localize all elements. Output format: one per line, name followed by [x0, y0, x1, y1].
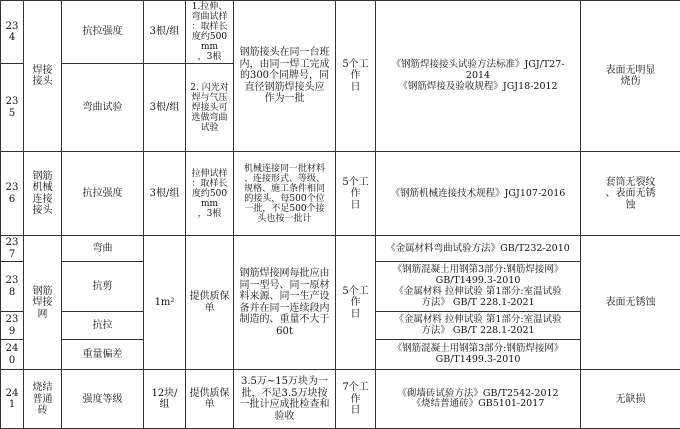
test-item-cell: 抗剪 — [62, 262, 144, 312]
sampling-method-cell: 1.拉伸、 弯曲试样 ：取样长 度约500mm ，3根 — [186, 1, 234, 64]
test-item-cell: 抗拉 — [62, 312, 144, 340]
test-item-cell: 弯曲试验 — [62, 64, 144, 152]
row-number: 238 — [1, 262, 24, 312]
requirement-cell: 表面无锈蚀 — [581, 236, 680, 370]
standard-cell: 《钢筋机械连接技术规程》JGJ107-2016 — [376, 152, 581, 236]
standard-cell: 《金属材料弯曲试验方法》GB/T232-2010 — [376, 236, 581, 262]
period-cell: 5个工作 日 — [336, 236, 376, 370]
test-item-cell: 抗拉强度 — [62, 1, 144, 64]
test-item-cell: 抗拉强度 — [62, 152, 144, 236]
row-number: 240 — [1, 340, 24, 370]
period-cell: 7个工作 日 — [336, 370, 376, 429]
table-row — [1, 236, 680, 262]
sampling-method-cell: 提供质保 单 — [186, 370, 234, 429]
category-cell: 钢筋 机械 连接 接头 — [24, 152, 62, 236]
quantity-cell: 3根/组 — [144, 1, 186, 64]
test-item-cell: 弯曲 — [62, 236, 144, 262]
batch-rule-cell: 钢筋接头在同一台班 内，由同一焊工完成 的300个同牌号，同 直径钢筋焊接头应 作为一批 — [234, 1, 336, 152]
sampling-method-cell: 拉伸试样 ：取样长 度约500mm ，3根 — [186, 152, 234, 236]
category-cell: 烧结 普通 砖 — [24, 370, 62, 429]
quantity-cell: 3根/组 — [144, 64, 186, 152]
sampling-method-cell: 提供质保 单 — [186, 236, 234, 370]
table-row — [1, 1, 680, 64]
row-number: 241 — [1, 370, 24, 429]
table-row — [1, 370, 680, 429]
requirement-cell: 无缺损 — [581, 370, 680, 429]
standard-cell: 《砌墙砖试验方法》GB/T2542-2012 《烧结普通砖》GB5101-2017 — [376, 370, 581, 429]
category-cell: 焊接 接头 — [24, 1, 62, 152]
category-cell: 钢筋 焊接 网 — [24, 236, 62, 370]
standard-cell: 《钢筋混凝土用钢第3部分:钢筋焊接网》 GB/T1499.3-2010 — [376, 340, 581, 370]
quantity-cell: 1m² — [144, 236, 186, 370]
standard-cell: 《钢筋混凝土用钢第3部分:钢筋焊接网》 GB/T1499.3-2010 《金属材料 拉伸试验 第1部分:室温试验 方法》 GB/T 228.1-2021 — [376, 262, 581, 312]
requirement-cell: 套筒无裂纹 、表面无锈 蚀 — [581, 152, 680, 236]
table-row — [1, 152, 680, 236]
quantity-cell: 12块/ 组 — [144, 370, 186, 429]
row-number: 239 — [1, 312, 24, 340]
test-item-cell: 强度等级 — [62, 370, 144, 429]
batch-rule-cell: 钢筋焊接网每批应由 同一型号、同一原材 料来源、同一生产设 备并在同一连续段内 制造的、重量不大于 60t — [234, 236, 336, 370]
standard-cell: 《钢筋焊接接头试验方法标准》JGJ/T27- 2014 《钢筋焊接及验收规程》JGJ18-2012 — [376, 1, 581, 152]
batch-rule-cell: 3.5万~15万块为一 批，不足3.5万块按 一批计应成批检查和 验收 — [234, 370, 336, 429]
row-number: 236 — [1, 152, 24, 236]
row-number: 235 — [1, 64, 24, 152]
row-number: 234 — [1, 1, 24, 64]
period-cell: 5个工作 日 — [336, 152, 376, 236]
period-cell: 5个工作 日 — [336, 1, 376, 152]
batch-rule-cell: 机械连接同一批材料 、连接形式、等级、 规格、施工条件相同 的接头，每500个位 一批，不足500个接 头也按一批计 — [234, 152, 336, 236]
row-number: 237 — [1, 236, 24, 262]
sampling-method-cell: 2. 闪光对 焊与气压 焊接头可 选做弯曲 试验 — [186, 64, 234, 152]
test-item-cell: 重量偏差 — [62, 340, 144, 370]
quantity-cell: 3根/组 — [144, 152, 186, 236]
standard-cell: 《金属材料 拉伸试验 第1部分:室温试验 方法》 GB/T 228.1-2021 — [376, 312, 581, 340]
requirement-cell: 表面无明显 烧伤 — [581, 1, 680, 152]
